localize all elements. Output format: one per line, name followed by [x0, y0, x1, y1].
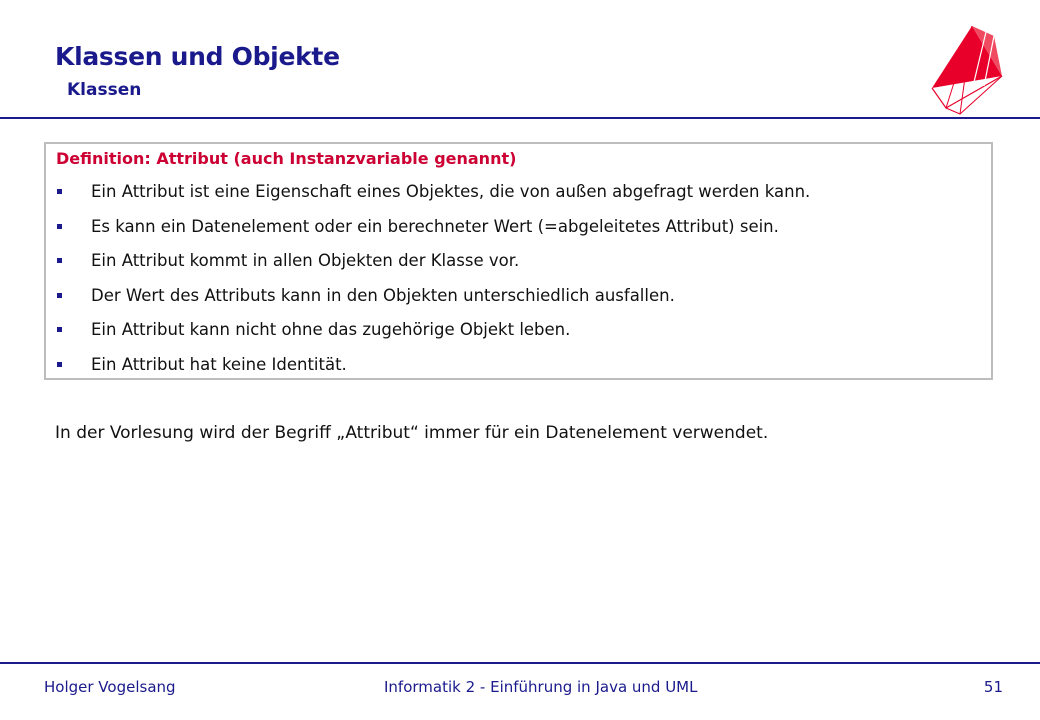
list-item-text: Ein Attribut hat keine Identität. [91, 354, 347, 374]
bullet-square-icon [57, 189, 62, 194]
footer-divider [0, 662, 1040, 664]
definition-box [44, 142, 993, 380]
list-item-text: Der Wert des Attributs kann in den Objekten unterschiedlich ausfallen. [91, 285, 675, 305]
bullet-square-icon [57, 293, 62, 298]
bullet-square-icon [57, 224, 62, 229]
header-divider [0, 117, 1040, 119]
page-title: Klassen und Objekte [55, 42, 340, 71]
lecture-note: In der Vorlesung wird der Begriff „Attribut“ immer für ein Datenelement verwendet. [55, 423, 769, 443]
list-item [56, 216, 810, 251]
page-subtitle: Klassen [67, 80, 142, 100]
footer-course-title: Informatik 2 - Einführung in Java und UML [384, 678, 698, 696]
page-number: 51 [983, 678, 1003, 696]
footer-author: Holger Vogelsang [44, 678, 176, 696]
bullet-square-icon [57, 327, 62, 332]
bullet-square-icon [57, 258, 62, 263]
list-item [56, 181, 810, 216]
list-item-text: Es kann ein Datenelement oder ein berechneter Wert (=abgeleitetes Attribut) sein. [91, 216, 779, 236]
definition-heading: Definition: Attribut (auch Instanzvariable genannt) [56, 149, 517, 168]
bullet-square-icon [57, 362, 62, 367]
university-logo-icon [924, 24, 1010, 116]
list-item-text: Ein Attribut kann nicht ohne das zugehörige Objekt leben. [91, 320, 571, 339]
list-item [56, 354, 810, 389]
list-item [56, 250, 810, 285]
list-item-text: Ein Attribut ist eine Eigenschaft eines Objektes, die von außen abgefragt werden kann. [91, 182, 811, 201]
definition-list [56, 181, 810, 388]
list-item [56, 285, 810, 320]
list-item-text: Ein Attribut kommt in allen Objekten der Klasse vor. [91, 251, 520, 270]
list-item [56, 319, 810, 354]
